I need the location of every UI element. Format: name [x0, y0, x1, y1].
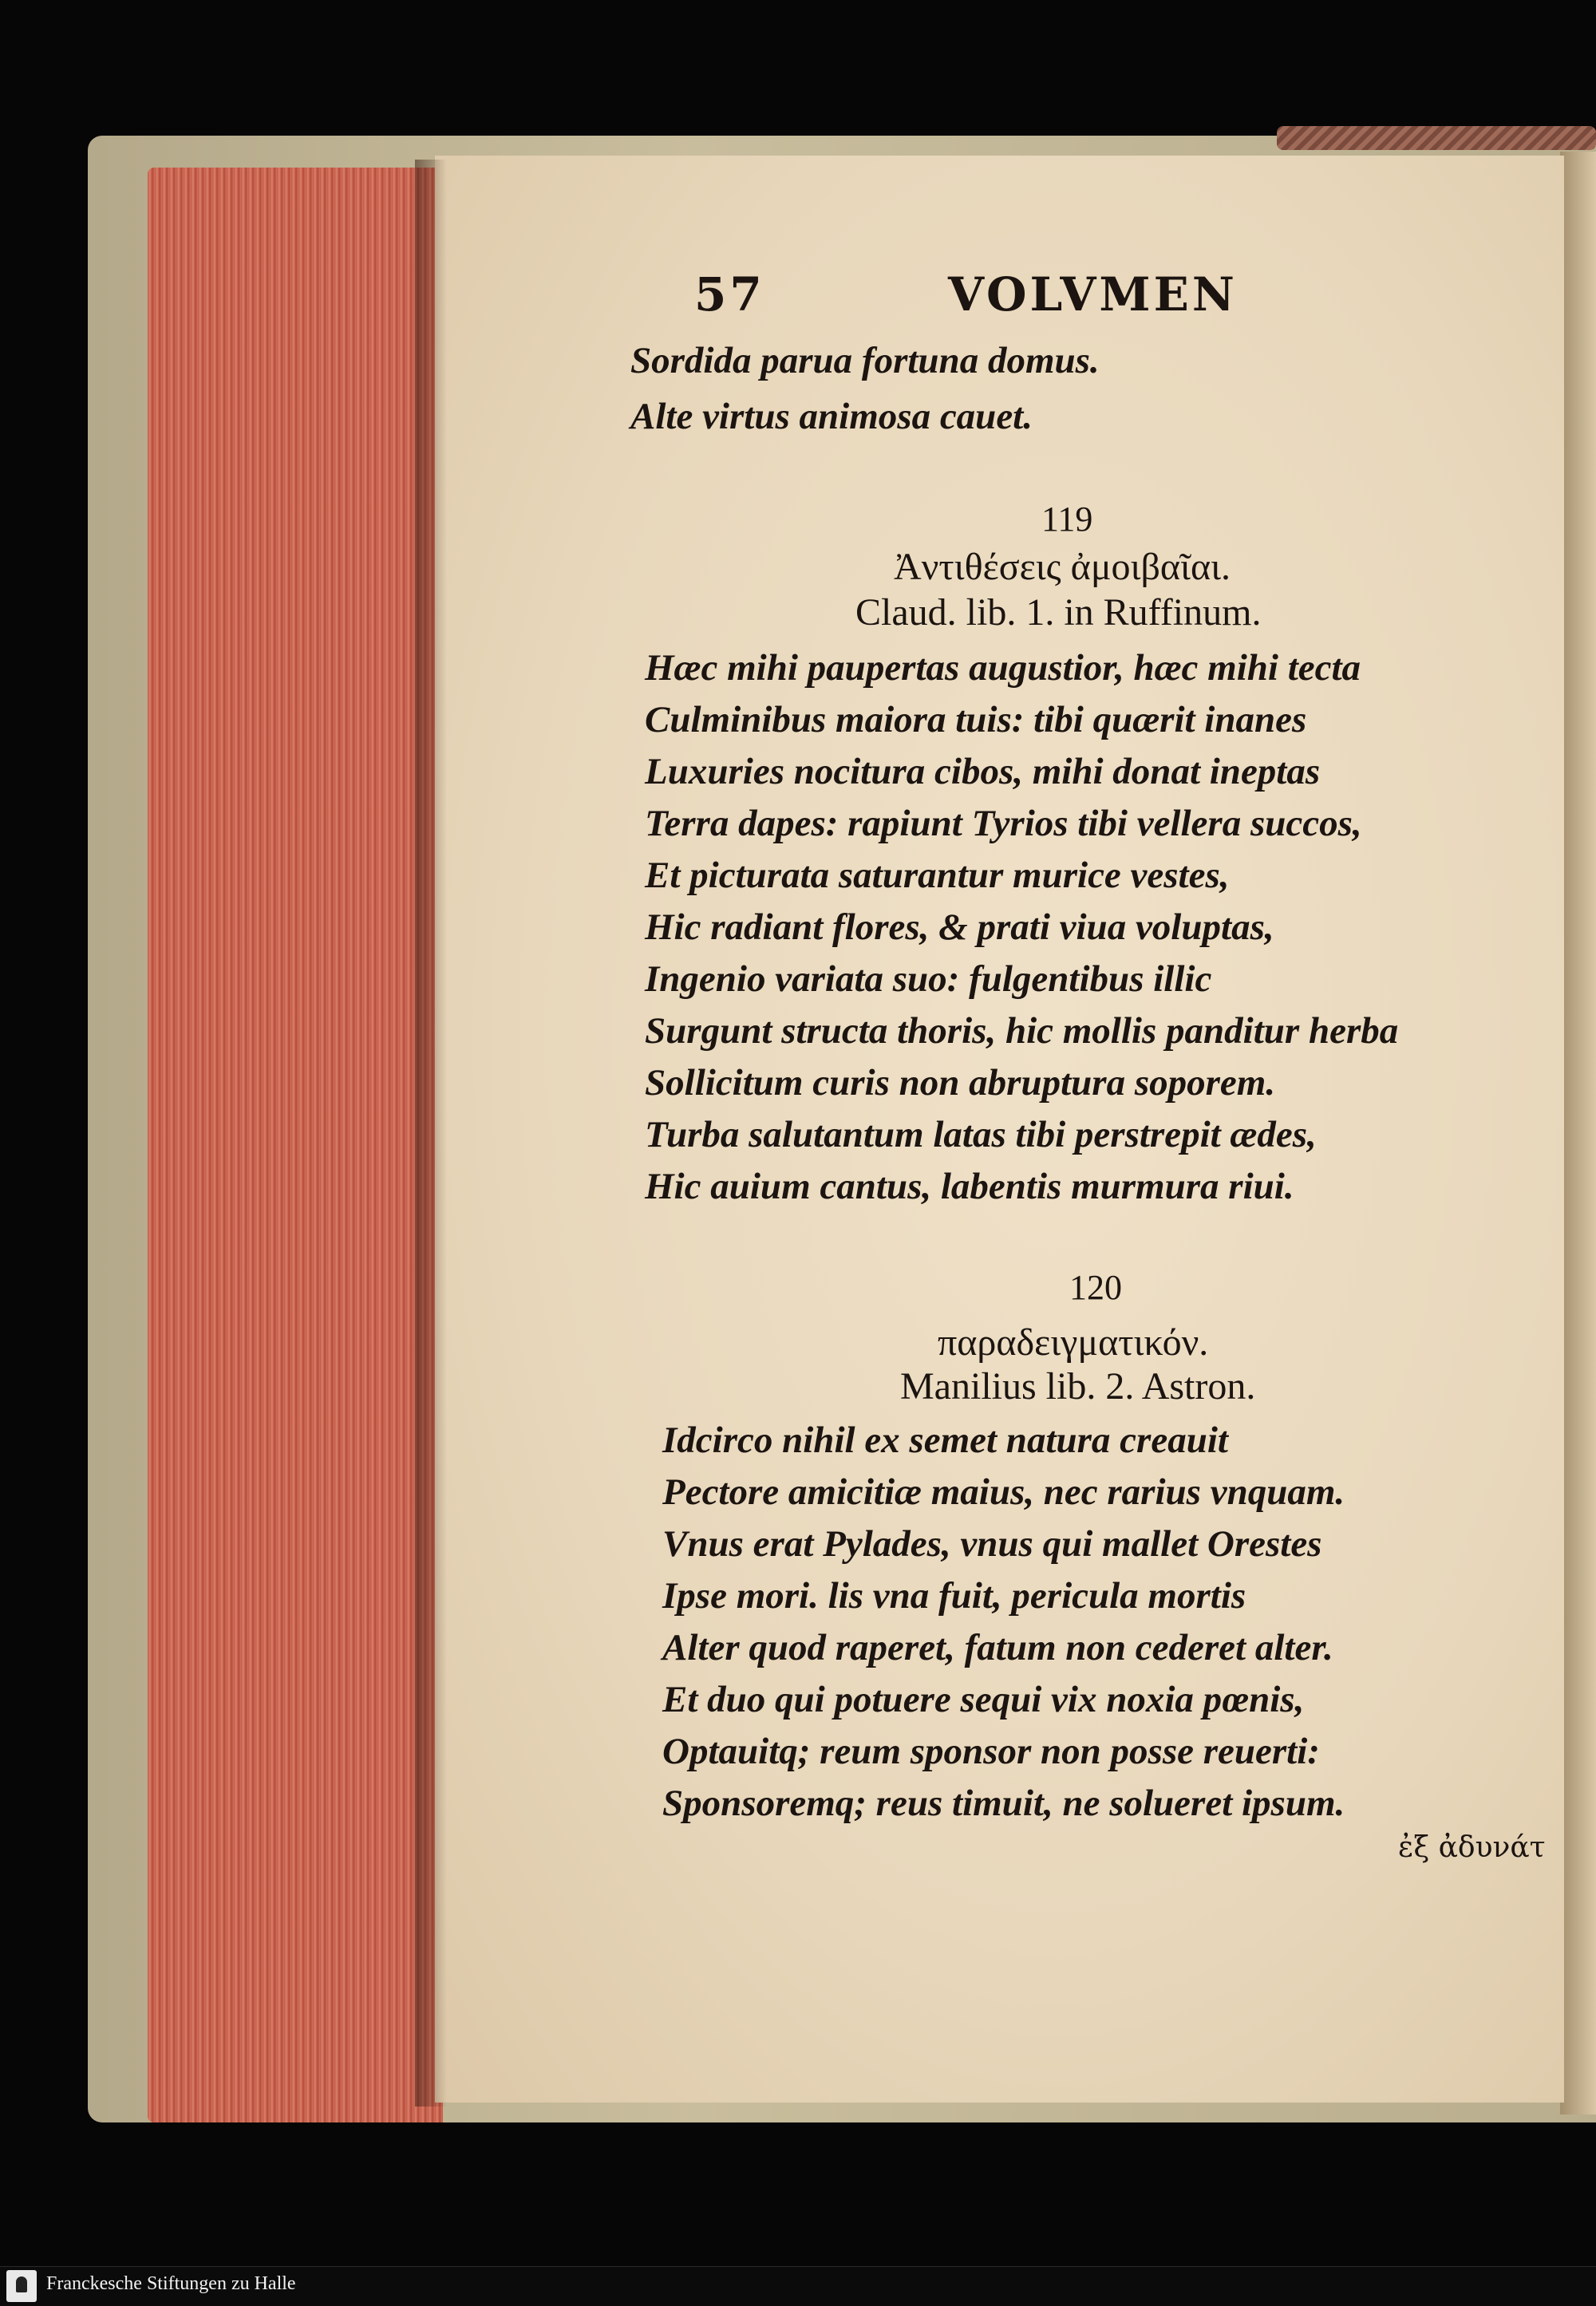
page-edges	[148, 168, 443, 2122]
verse-line: Ipse mori. lis vna fuit, pericula mortis	[662, 1575, 1246, 1617]
verse-line: Sollicitum curis non abruptura soporem.	[645, 1062, 1276, 1104]
section-source: Claud. lib. 1. in Ruffinum.	[855, 591, 1262, 634]
verse-line: Alte virtus animosa cauet.	[630, 396, 1033, 437]
section-source: Manilius lib. 2. Astron.	[900, 1365, 1256, 1408]
page-gutter	[415, 160, 447, 2107]
greek-section-title: παραδειγματικόν.	[938, 1321, 1209, 1364]
binding-thread	[1277, 126, 1596, 150]
verse-line: Ingenio variata suo: fulgentibus illic	[645, 958, 1212, 1000]
section-number: 120	[1069, 1268, 1122, 1307]
verse-line: Sordida parua fortuna domus.	[630, 340, 1100, 381]
verse-line: Et duo qui potuere sequi vix noxia pœnis,	[662, 1679, 1305, 1720]
institution-name: Franckesche Stiftungen zu Halle	[46, 2273, 296, 2294]
verse-line: Vnus erat Pylades, vnus qui mallet Orestes	[662, 1523, 1322, 1565]
verse-line: Et picturata saturantur murice vestes,	[645, 855, 1230, 896]
facing-page-edge	[1560, 152, 1596, 2114]
folio-number: 57	[694, 267, 765, 322]
verse-line: Idcirco nihil ex semet natura creauit	[662, 1420, 1228, 1461]
catchword: ἐξ ἀδυνάτ	[1398, 1831, 1546, 1864]
greek-section-title: Ἀντιθέσεις ἀμοιβαῖαι.	[894, 546, 1231, 588]
viewer-footer	[0, 2266, 1596, 2306]
verse-line: Surgunt structa thoris, hic mollis panditur herba	[645, 1010, 1399, 1052]
verse-line: Culminibus maiora tuis: tibi quærit inanes	[645, 699, 1307, 740]
verse-line: Turba salutantum latas tibi perstrepit ædes,	[645, 1114, 1317, 1155]
section-number: 119	[1041, 500, 1093, 539]
verse-line: Pectore amicitiæ maius, nec rarius vnquam.	[662, 1471, 1345, 1513]
verse-line: Sponsoremq; reus timuit, ne solueret ipsum.	[662, 1783, 1345, 1824]
institution-logo-icon	[6, 2270, 37, 2302]
verse-line: Hic radiant flores, & prati viua voluptas,	[645, 906, 1274, 948]
verse-line: Alter quod raperet, fatum non cederet alter.	[662, 1627, 1333, 1668]
verse-line: Optauitq; reum sponsor non posse reuerti:	[662, 1731, 1320, 1772]
verse-line: Luxuries nocitura cibos, mihi donat ineptas	[645, 751, 1321, 792]
verse-line: Hæc mihi paupertas augustior, hæc mihi tecta	[645, 647, 1361, 689]
verse-line: Hic auium cantus, labentis murmura riui.	[645, 1166, 1294, 1207]
running-head: VOLVMEN	[948, 267, 1238, 322]
verse-line: Terra dapes: rapiunt Tyrios tibi vellera succos,	[645, 803, 1362, 844]
